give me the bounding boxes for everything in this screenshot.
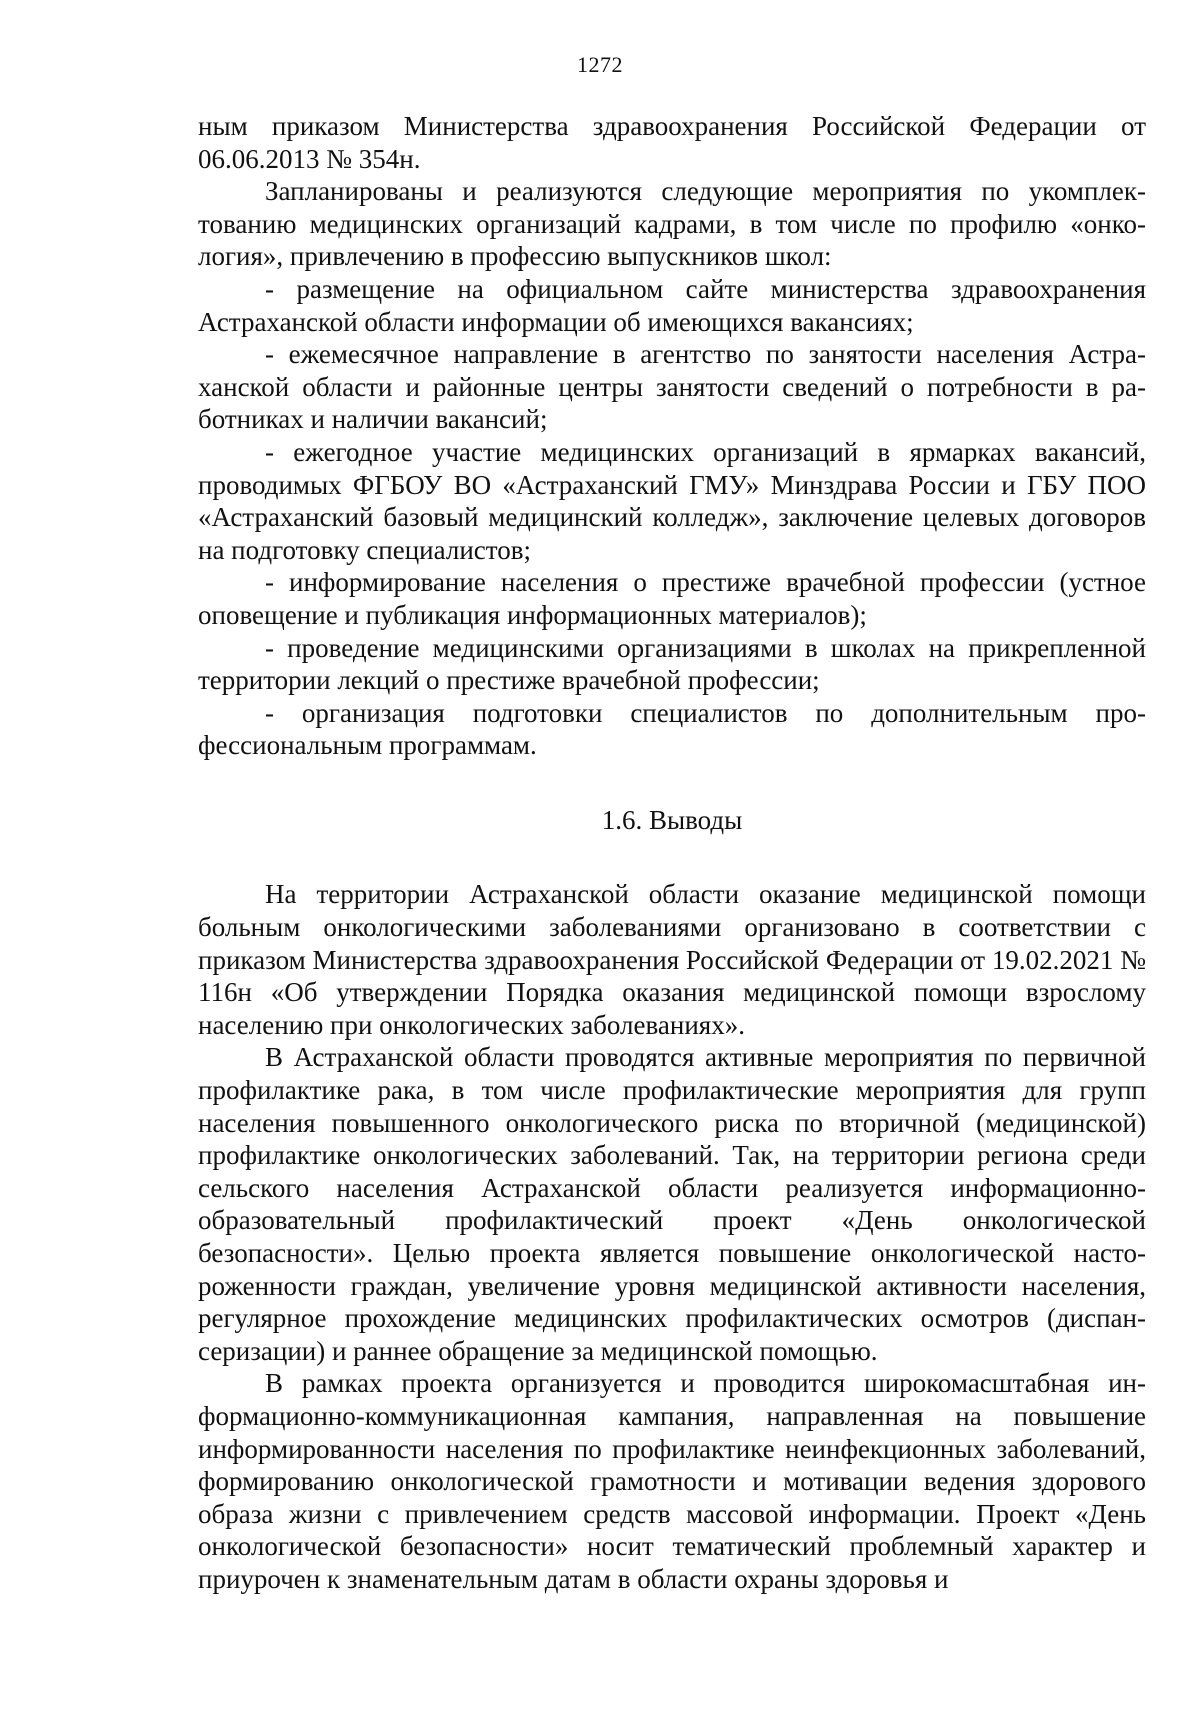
paragraph: Запланированы и реализуются следующие мероприятия по укомплектованию медицинских организаций кадрами, в том числе по профилю «онкология», привлечению в профессию выпускников школ: xyxy=(198,176,1146,272)
list-item: - ежегодное участие медицинских организаций в ярмарках вакансий, проводимых ФГБОУ ВО «Астраханский ГМУ» Минздрава России и ГБУ ПОО «Астраханский базовый медицинский колледж», заключение целевых договоров на подготовку специалистов; xyxy=(198,436,1146,565)
list-item: - размещение на официальном сайте министерства здравоохранения Астраханской области информации об имеющихся вакансиях; xyxy=(198,273,1146,337)
paragraph-continuation: ным приказом Министерства здравоохранения Российской Федерации от 06.06.2013 № 354н. xyxy=(198,111,1146,174)
document-body xyxy=(198,110,1146,1596)
list-item: - проведение медицинскими организациями в школах на прикрепленной территории лекций о престиже врачебной профессии; xyxy=(198,632,1146,696)
list-item: - ежемесячное направление в агентство по занятости населения Астраханской области и районные центры занятости сведений о потребности в работниках и наличии вакансий; xyxy=(198,339,1146,435)
page-number: 1272 xyxy=(577,52,623,77)
paragraph: В рамках проекта организуется и проводится широкомасштабная информационно-коммуникационная кампания, направленная на повышение информированности населения по профилактике неинфекционных заболеваний, формированию онкологической грамотности и мотивации ведения здорового образа жизни с привлечением средств массовой информации. Проект «День онкологической безопасности» носит тематический проблемный характер и приурочен к знаменательным датам в области охраны здоровья и xyxy=(198,1368,1146,1594)
paragraph: В Астраханской области проводятся активные мероприятия по первичной профилактике рака, в том числе профилактические мероприятия для групп населения повышенного онкологического риска по вторичной (медицинской) профилактике онкологических заболеваний. Так, на территории региона среди сельского населения Астраханской области реализуется информационно-образовательный профилактический проект «День онкологической безопасности». Целью проекта является повышение онкологической настороженности граждан, увеличение уровня медицинской активности населения, регулярное прохождение медицинских профилактических осмотров (диспансеризации) и раннее обращение за медицинской помощью. xyxy=(198,1042,1146,1366)
paragraph: На территории Астраханской области оказание медицинской помощи больным онкологическими заболеваниями организовано в соответствии с приказом Министерства здравоохранения Российской Федерации от 19.02.2021 № 116н «Об утверждении Порядка оказания медицинской помощи взрослому населению при онкологических заболеваниях». xyxy=(198,879,1146,1040)
section-heading: 1.6. Выводы xyxy=(601,804,743,835)
list-item: - организация подготовки специалистов по дополнительным профессиональным программам. xyxy=(198,697,1146,761)
list-item: - информирование населения о престиже врачебной профессии (устное оповещение и публикация информационных материалов); xyxy=(198,567,1146,630)
